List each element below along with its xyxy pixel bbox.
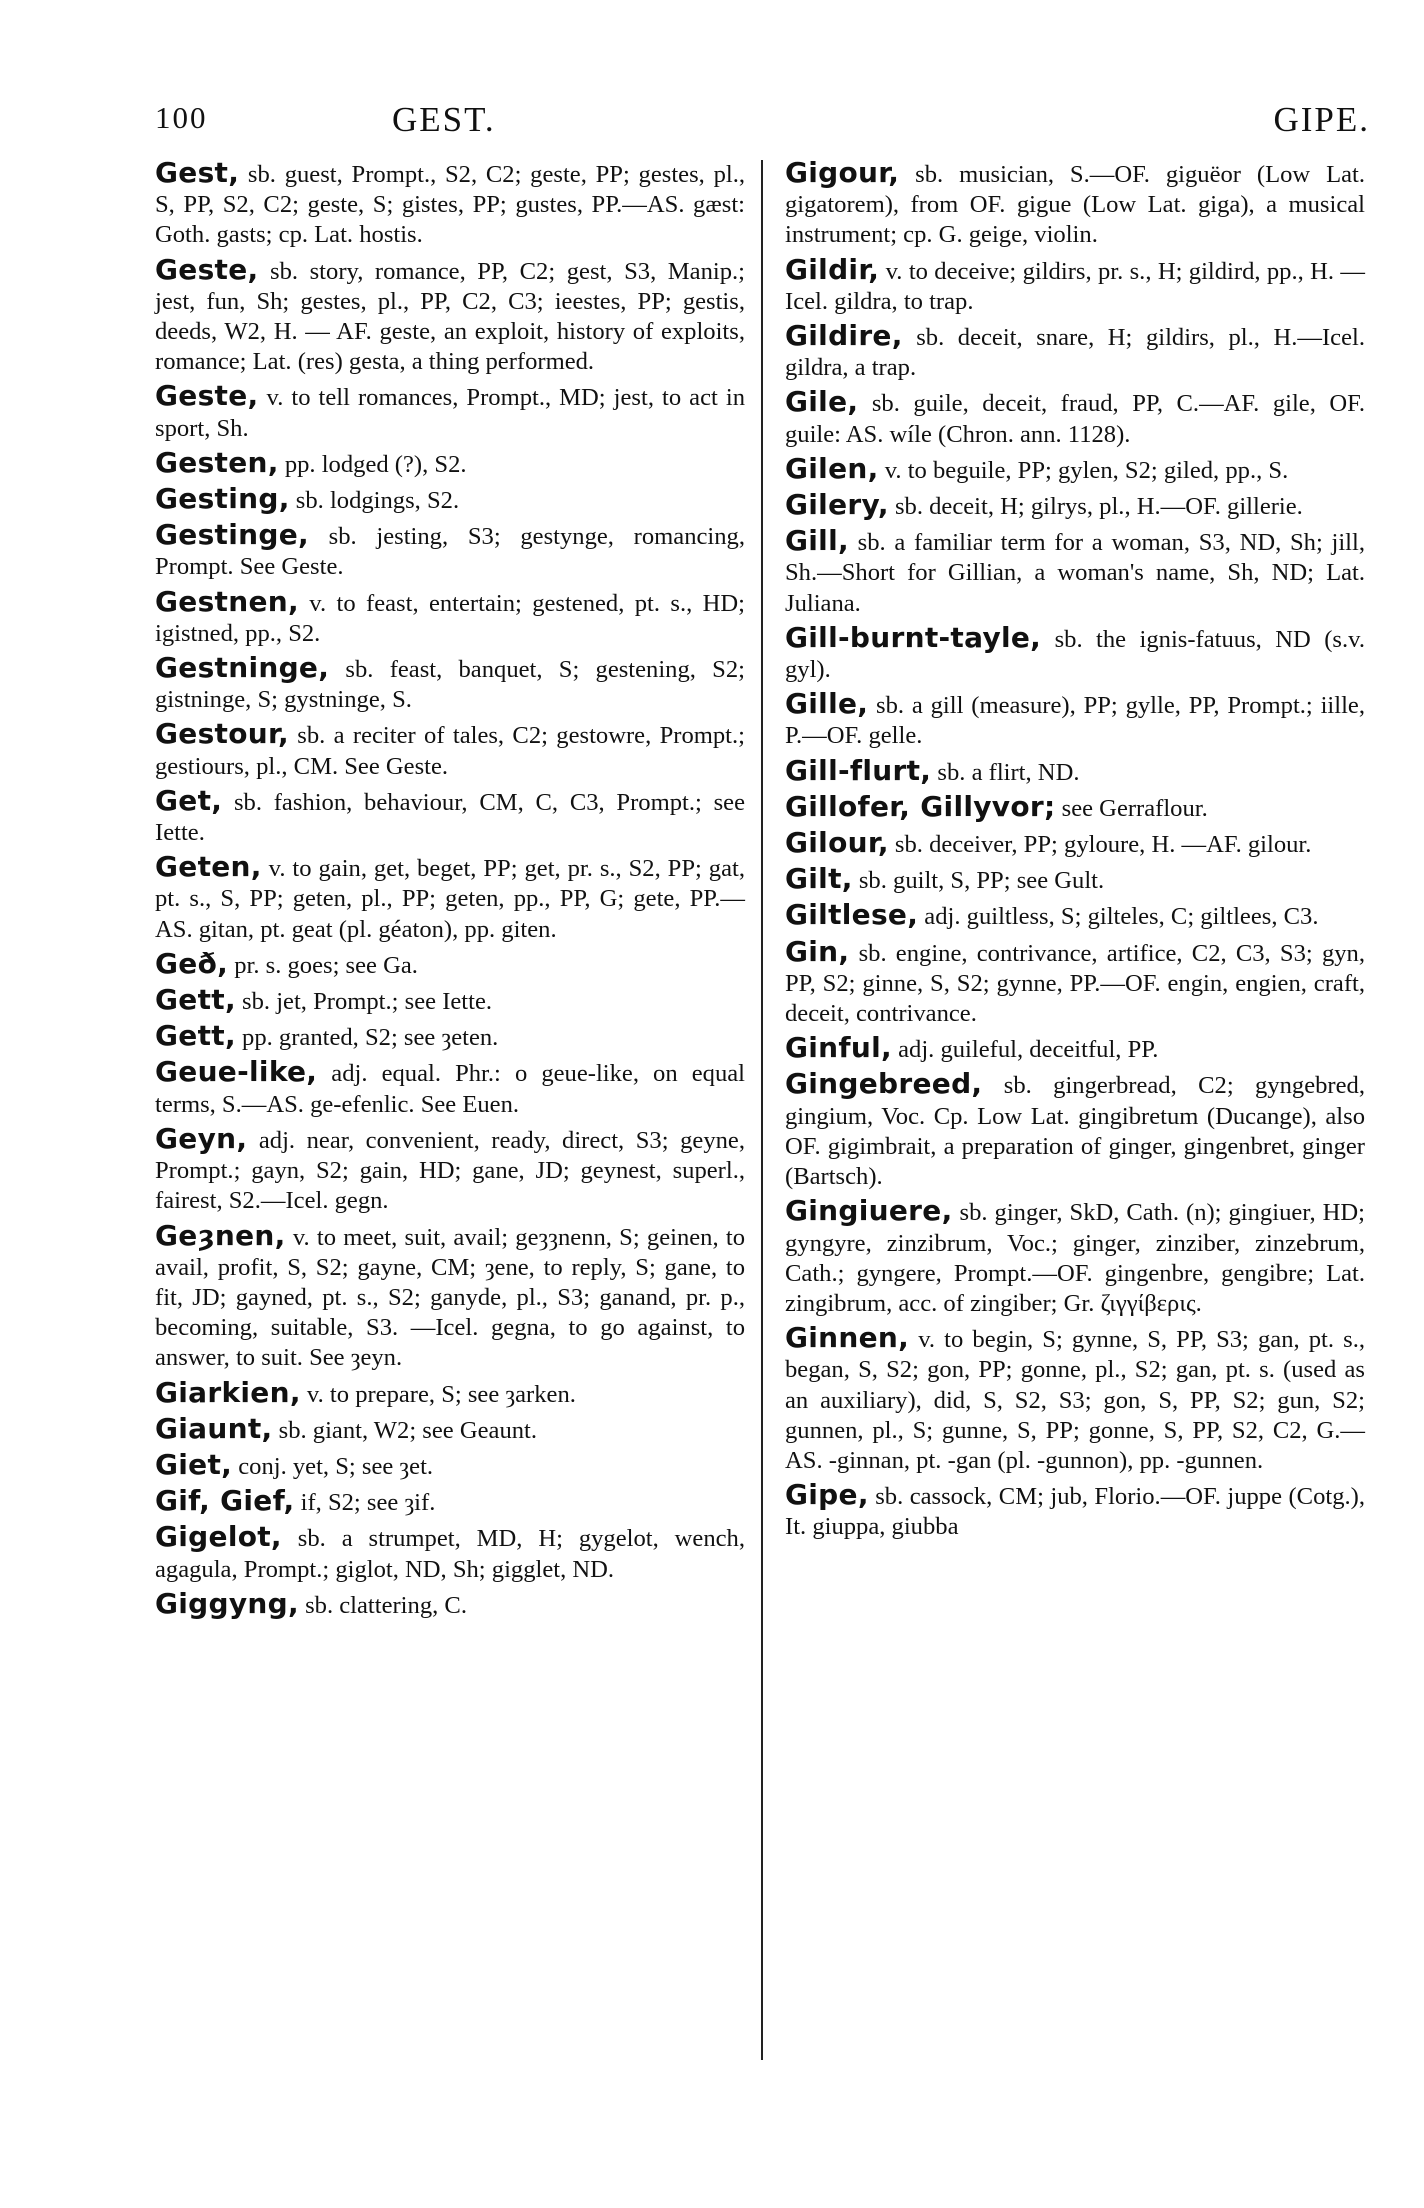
entry-headword: Gill-burnt-tayle, <box>785 620 1042 654</box>
entry-definition: sb. story, romance, PP, C2; gest, S3, Manip.; jest, fun, Sh; gestes, pl., PP, C2, C3; ieestes, PP; gestis, deeds, W2, H. — AF. geste, an exploit, history of exploits, romance; Lat. (res) gesta, a thing performed. <box>155 257 745 376</box>
entry-headword: Giggyng, <box>155 1586 299 1620</box>
entry-definition: v. to prepare, S; see ȝarken. <box>300 1380 576 1408</box>
right-column <box>785 158 1365 1547</box>
entry-headword: Gestninge, <box>155 651 330 685</box>
entry-headword: Gilour, <box>785 826 889 860</box>
entry-headword: Giaunt, <box>155 1411 273 1445</box>
dictionary-entry <box>155 1586 745 1621</box>
entry-definition: sb. guile, deceit, fraud, PP, C.—AF. gile, OF. guile: AS. wíle (Chron. ann. 1128). <box>785 390 1365 448</box>
entry-headword: Gigour, <box>785 156 900 189</box>
dictionary-entry <box>785 158 1365 251</box>
entry-headword: Gin, <box>785 934 850 968</box>
entry-definition: if, S2; see ȝif. <box>294 1489 436 1517</box>
entry-headword: Gestour, <box>155 717 289 751</box>
dictionary-entry <box>155 484 745 516</box>
entry-definition: adj. equal. Phr.: o geue-like, on equal terms, S.—AS. ge-efenlic. See Euen. <box>155 1060 745 1118</box>
entry-definition: v. to beguile, PP; gylen, S2; giled, pp., S. <box>878 456 1289 484</box>
dictionary-entry <box>785 1069 1365 1192</box>
entry-definition: sb. a reciter of tales, C2; gestowre, Prompt.; gestiours, pl., CM. See Geste. <box>155 722 745 780</box>
entry-definition: v. to meet, suit, avail; geȝȝnenn, S; geinen, to avail, profit, S, S2; gayne, CM; ȝene, to reply, S; gane, to fit, JD; gayned, pt. s., S2; ganyde, pl., S3; ganand, pr. p., becoming, suitable, S3. —Icel. gegna, to go against, to answer, to suit. See ȝeyn. <box>155 1223 745 1372</box>
entry-definition: sb. jet, Prompt.; see Iette. <box>235 988 493 1016</box>
entry-definition: sb. a strumpet, MD, H; gygelot, wench, agagula, Prompt.; giglot, ND, Sh; gigglet, ND. <box>155 1525 745 1583</box>
dictionary-entry <box>155 445 745 480</box>
dictionary-entry <box>785 934 1365 1030</box>
entry-headword: Geȝnen, <box>155 1218 286 1252</box>
dictionary-entry <box>155 158 745 251</box>
entry-definition: sb. ginger, SkD, Cath. (n); gingiuer, HD; gyngyre, zinzibrum, Voc.; ginger, zinziber, zinzebrum, Cath.; gyngere, Prompt.—OF. gingenbre, gengibre; Lat. zingibrum, acc. of zingiber; Gr. ζιγγίβερις. <box>785 1199 1365 1317</box>
entry-definition: v. to feast, entertain; gestened, pt. s., HD; igistned, pp., S2. <box>155 589 745 647</box>
entry-headword: Gillofer, Gillyvor; <box>785 789 1056 823</box>
entry-headword: Gest, <box>155 156 240 189</box>
dictionary-entry <box>785 900 1365 932</box>
dictionary-entry <box>155 1411 745 1446</box>
entry-headword: Gilery, <box>785 488 889 522</box>
entry-definition: v. to deceive; gildirs, pr. s., H; gildird, pp., H. — Icel. gildra, to trap. <box>785 257 1365 315</box>
entry-definition: sb. deceiver, PP; gyloure, H. —AF. gilour. <box>888 831 1312 859</box>
entry-definition: v. to gain, get, beget, PP; get, pr. s., S2, PP; gat, pt. s., S, PP; geten, pl., PP; geten, pp., PP, G; gete, PP.—AS. gitan, pt. geat (pl. géaton), pp. giten. <box>155 855 745 943</box>
entry-headword: Gipe, <box>785 1478 869 1512</box>
dictionary-entry <box>155 783 745 848</box>
dictionary-entry <box>785 1480 1365 1542</box>
entry-definition: sb. giant, W2; see Geaunt. <box>272 1416 538 1444</box>
entry-headword: Gille, <box>785 687 869 721</box>
entry-definition: sb. gingerbread, C2; gyngebred, gingium, Voc. Cp. Low Lat. gingibretum (Ducange), also OF. gigimbrait, a preparation of ginger, gingenbret, ginger (Bartsch). <box>785 1072 1365 1191</box>
entry-headword: Ginful, <box>785 1031 892 1065</box>
entry-definition: sb. guest, Prompt., S2, C2; geste, PP; gestes, pl., S, PP, S2, C2; geste, S; gistes, PP; gustes, PP.—AS. gæst: Goth. gasts; cp. Lat. hostis. <box>155 161 745 249</box>
entry-headword: Geð, <box>155 946 229 980</box>
entry-headword: Gildire, <box>785 319 903 353</box>
entry-definition: pp. lodged (?), S2. <box>278 450 467 478</box>
entry-headword: Gill-flurt, <box>785 753 932 787</box>
entry-headword: Gesten, <box>155 445 279 479</box>
entry-headword: Gestnen, <box>155 584 299 618</box>
dictionary-entry <box>155 1486 745 1518</box>
dictionary-entry <box>155 1447 745 1482</box>
dictionary-entry <box>785 526 1365 619</box>
entry-headword: Geste, <box>155 379 259 413</box>
entry-headword: Geyn, <box>155 1121 248 1155</box>
entry-headword: Gilen, <box>785 451 879 485</box>
entry-definition: pp. granted, S2; see ȝeten. <box>235 1024 499 1052</box>
entry-definition: sb. feast, banquet, S; gestening, S2; gistninge, S; gystninge, S. <box>155 656 745 714</box>
entry-headword: Gif, Gief, <box>155 1484 295 1518</box>
entry-definition: sb. cassock, CM; jub, Florio.—OF. juppe (Cotg.), It. giuppa, giubba <box>785 1483 1365 1541</box>
entry-headword: Gile, <box>785 385 859 419</box>
dictionary-entry <box>785 490 1365 522</box>
dictionary-entry <box>155 1522 745 1584</box>
entry-headword: Gill, <box>785 524 849 558</box>
entry-definition: sb. deceit, H; gilrys, pl., H.—OF. gillerie. <box>888 493 1303 521</box>
dictionary-entry <box>155 653 745 715</box>
dictionary-entry <box>785 1033 1365 1065</box>
entry-definition: sb. a gill (measure), PP; gylle, PP, Prompt.; iille, P.—OF. gelle. <box>785 692 1365 750</box>
dictionary-entry <box>155 985 745 1017</box>
entry-headword: Ginnen, <box>785 1321 910 1355</box>
page-number: 100 <box>155 100 208 135</box>
entry-definition: sb. musician, S.—OF. giguëor (Low Lat. gigatorem), from OF. gigue (Low Lat. giga), a musical instrument; cp. G. geige, violin. <box>785 161 1365 249</box>
entry-headword: Gett, <box>155 1019 236 1053</box>
dictionary-entry <box>785 689 1365 751</box>
entry-definition: adj. guileful, deceitful, PP. <box>891 1036 1159 1064</box>
entry-headword: Giltlese, <box>785 898 919 932</box>
dictionary-entry <box>785 620 1365 685</box>
dictionary-entry <box>155 719 745 781</box>
entry-definition: sb. a familiar term for a woman, S3, ND, Sh; jill, Sh.—Short for Gillian, a woman's name, Sh, ND; Lat. Juliana. <box>785 529 1365 617</box>
entry-headword: Gett, <box>155 983 236 1017</box>
entry-definition: see Gerraflour. <box>1055 794 1208 822</box>
entry-headword: Geue-like, <box>155 1055 318 1089</box>
dictionary-entry <box>155 852 745 945</box>
dictionary-entry <box>785 451 1365 486</box>
dictionary-entry <box>155 1121 745 1217</box>
entry-definition: sb. the ignis-fatuus, ND (s.v. gyl). <box>785 625 1365 684</box>
dictionary-entry <box>785 387 1365 449</box>
entry-definition: v. to tell romances, Prompt., MD; jest, to act in sport, Sh. <box>155 384 745 442</box>
left-column <box>155 158 745 1625</box>
dictionary-entry <box>155 1375 745 1410</box>
entry-headword: Gingiuere, <box>785 1194 953 1228</box>
entry-headword: Geste, <box>155 252 259 286</box>
entry-headword: Get, <box>155 783 223 817</box>
dictionary-entry <box>785 789 1365 824</box>
entry-headword: Geten, <box>155 850 262 884</box>
entry-definition: sb. clattering, C. <box>298 1591 467 1619</box>
running-header <box>155 100 1370 140</box>
dictionary-entry <box>785 753 1365 788</box>
dictionary-entry <box>785 1323 1365 1476</box>
dictionary-entry <box>155 946 745 981</box>
entry-definition: v. to begin, S; gynne, S, PP, S3; gan, pt. s., began, S, S2; gon, PP; gonne, pl., S2; gan, pt. s. (used as an auxiliary), did, S, S2, S3; gon, S, PP, S2; gun, S2; gunnen, pl., S; gunne, S, PP; gonne, S, PP, S2, C2, G.—AS. -ginnan, pt. -gan (pl. -gunnon), pp. -gunnen. <box>785 1326 1365 1474</box>
entry-definition: adj. near, convenient, ready, direct, S3; geyne, Prompt.; gayn, S2; gain, HD; gane, JD; geynest, superl., fairest, S2.—Icel. gegn. <box>155 1126 745 1215</box>
entry-headword: Gilt, <box>785 862 853 896</box>
entry-definition: sb. deceit, snare, H; gildirs, pl., H.—Icel. gildra, a trap. <box>785 324 1365 382</box>
column-divider <box>761 160 763 2060</box>
entry-definition: pr. s. goes; see Ga. <box>228 951 418 979</box>
dictionary-entry <box>155 584 745 649</box>
entry-headword: Gildir, <box>785 252 880 286</box>
dictionary-entry <box>155 381 745 443</box>
entry-definition: sb. jesting, S3; gestynge, romancing, Prompt. See Geste. <box>155 523 745 581</box>
entry-definition: conj. yet, S; see ȝet. <box>232 1452 434 1480</box>
dictionary-entry <box>785 1196 1365 1319</box>
dictionary-entry <box>785 828 1365 860</box>
dictionary-entry <box>785 252 1365 317</box>
entry-definition: adj. guiltless, S; gilteles, C; giltlees, C3. <box>918 903 1319 931</box>
entry-definition: sb. fashion, behaviour, CM, C, C3, Prompt.; see Iette. <box>155 788 745 847</box>
dictionary-entry <box>155 1021 745 1053</box>
dictionary-entry <box>155 1057 745 1119</box>
entry-headword: Gestinge, <box>155 518 309 552</box>
entry-definition: sb. a flirt, ND. <box>931 758 1080 786</box>
dictionary-entry <box>785 321 1365 383</box>
entry-definition: sb. lodgings, S2. <box>289 487 460 515</box>
entry-headword: Gigelot, <box>155 1520 282 1554</box>
dictionary-entry <box>155 252 745 378</box>
left-guide-word: GEST. <box>392 100 496 139</box>
entry-definition: sb. engine, contrivance, artifice, C2, C3, S3; gyn, PP, S2; ginne, S, S2; gynne, PP.—OF. engin, engien, craft, deceit, contrivance. <box>785 939 1365 1028</box>
entry-headword: Giarkien, <box>155 1375 301 1409</box>
entry-headword: Gesting, <box>155 482 290 516</box>
dictionary-entry <box>785 864 1365 896</box>
right-guide-word: GIPE. <box>1273 100 1370 139</box>
entry-definition: sb. guilt, S, PP; see Gult. <box>852 867 1105 895</box>
entry-headword: Giet, <box>155 1447 233 1481</box>
entry-headword: Gingebreed, <box>785 1067 983 1101</box>
dictionary-entry <box>155 1218 745 1374</box>
dictionary-entry <box>155 520 745 582</box>
